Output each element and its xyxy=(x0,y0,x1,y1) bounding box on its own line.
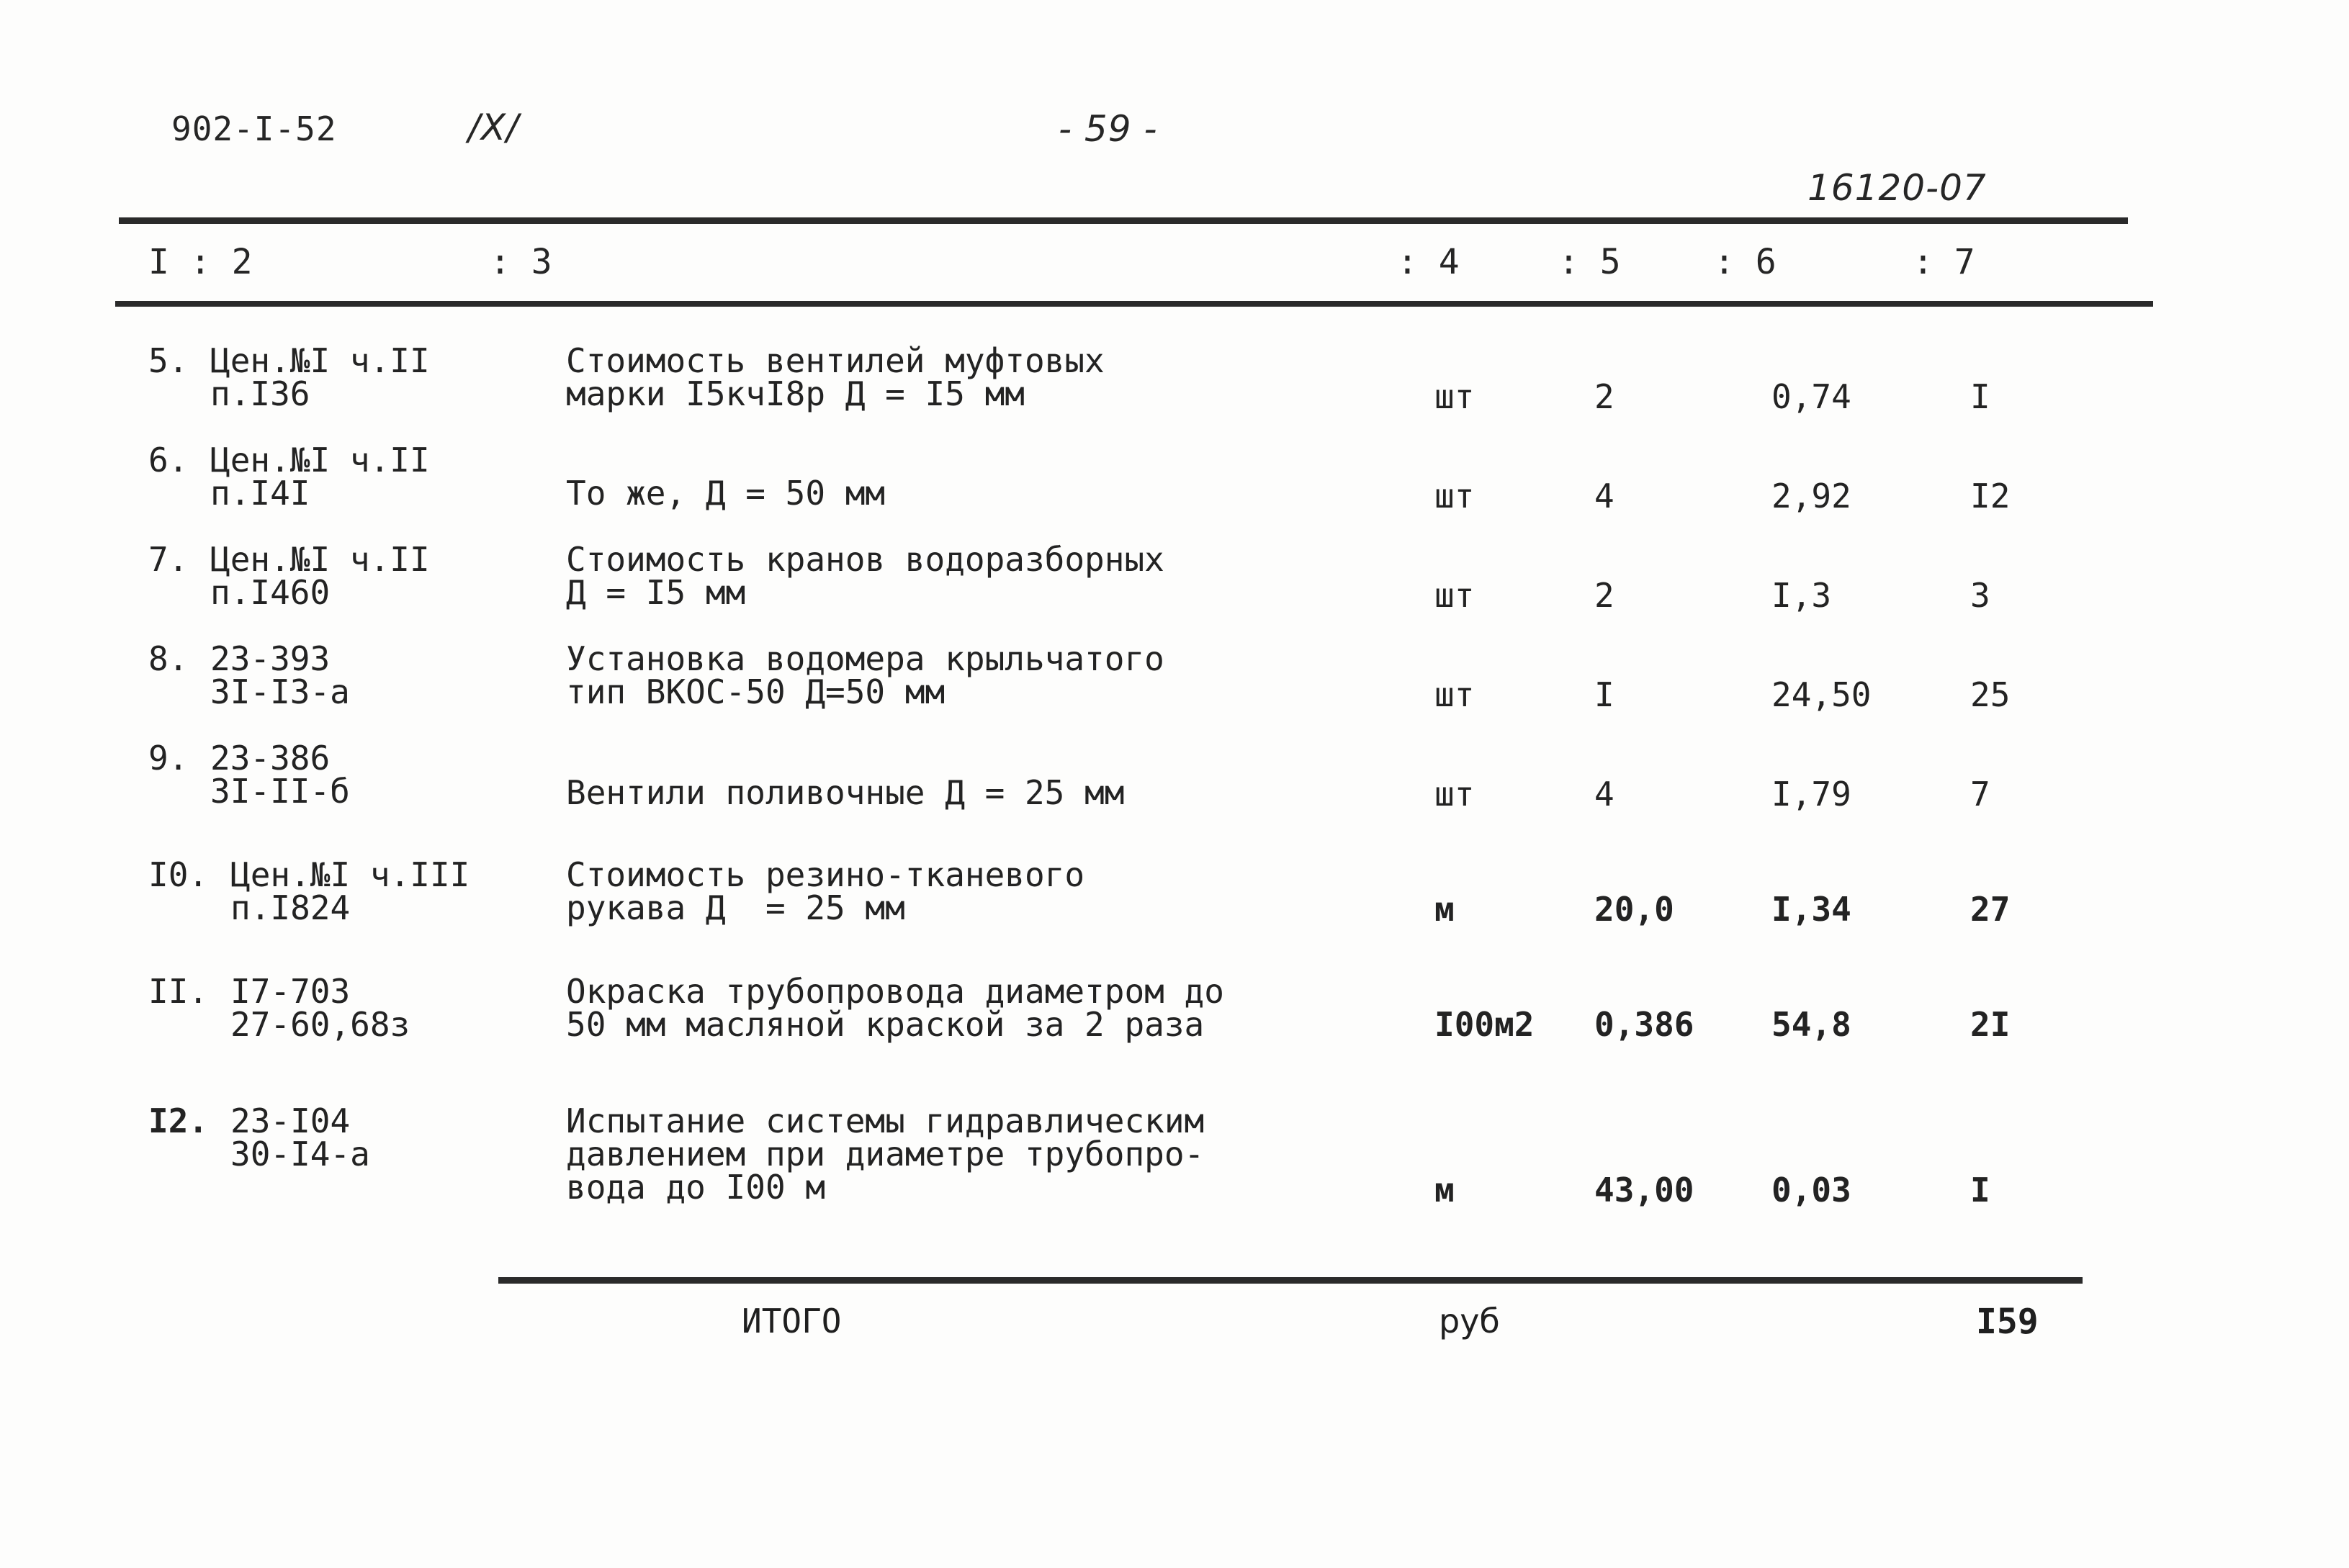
row-quantity: 4 xyxy=(1594,477,1614,515)
page-number: - 59 - xyxy=(1059,108,1158,150)
row-unit: шт xyxy=(1434,675,1475,714)
row-unit: шт xyxy=(1434,477,1475,515)
row-code-line1: Цен.№I ч.II xyxy=(210,441,430,479)
row-name-line2: рукава Д = 25 мм xyxy=(566,888,905,927)
row-code-line2: 27-60,68з xyxy=(230,1005,410,1044)
row-cost: 7 xyxy=(1970,775,1990,814)
row-unit: м xyxy=(1434,1171,1455,1209)
row-name-line2: Вентили поливочные Д = 25 мм xyxy=(566,773,1125,812)
row-quantity: I xyxy=(1594,675,1614,714)
row-price: 54,8 xyxy=(1771,1005,1851,1044)
row-number: 7. xyxy=(148,540,189,579)
row-number: 8. xyxy=(148,639,189,678)
row-number: 9. xyxy=(148,739,189,778)
row-cost: I2 xyxy=(1970,477,2011,515)
row-price: I,34 xyxy=(1771,890,1851,929)
row-name-line1: Окраска трубопровода диаметром до xyxy=(566,972,1224,1011)
row-number: 5. xyxy=(148,341,189,380)
row-code-line1: Цен.№I ч.II xyxy=(210,540,430,579)
row-name-line2: Д = I5 мм xyxy=(566,573,746,612)
row-code-line2: п.I36 xyxy=(210,374,310,413)
row-cost: I xyxy=(1970,1171,1990,1209)
row-code-line1: 23-I04 xyxy=(230,1101,351,1140)
row-code-line1: 23-386 xyxy=(210,739,331,778)
row-name-line2: тип ВКОС-50 Д=50 мм xyxy=(566,672,946,711)
row-code-line2: 3I-II-б xyxy=(210,772,350,811)
row-quantity: 0,386 xyxy=(1594,1005,1694,1044)
row-price: 0,74 xyxy=(1771,377,1851,416)
row-price: I,3 xyxy=(1771,576,1832,615)
document-id-handwritten: 16120-07 xyxy=(1807,167,1987,209)
row-name-line1: Стоимость вентилей муфтовых xyxy=(566,341,1105,380)
row-cost: 3 xyxy=(1970,576,1990,615)
row-quantity: 2 xyxy=(1594,377,1614,416)
row-quantity: 20,0 xyxy=(1594,890,1674,929)
row-unit: I00м2 xyxy=(1434,1005,1535,1044)
document-code: 902-I-52 xyxy=(171,109,337,148)
row-unit: шт xyxy=(1434,576,1475,615)
column-header-6: : 6 xyxy=(1714,242,1777,282)
row-code-line1: Цен.№I ч.III xyxy=(230,855,470,894)
row-name-line2: То же, Д = 50 мм xyxy=(566,474,886,513)
row-code-line2: 3I-I3-а xyxy=(210,672,350,711)
row-price: 0,03 xyxy=(1771,1171,1851,1209)
row-price: 24,50 xyxy=(1771,675,1872,714)
row-cost: 27 xyxy=(1970,890,2011,929)
total-rule xyxy=(498,1277,2083,1284)
column-header-1-2: I : 2 xyxy=(148,242,253,282)
row-name-line1: Стоимость резино-тканевого xyxy=(566,855,1085,894)
row-price: I,79 xyxy=(1771,775,1851,814)
row-code-line2: п.I460 xyxy=(210,573,331,612)
row-name-line3: вода до I00 м xyxy=(566,1168,826,1207)
row-name-line2: марки I5кчI8р Д = I5 мм xyxy=(566,374,1025,413)
row-unit: м xyxy=(1434,890,1455,929)
total-label: ИТОГО xyxy=(742,1302,842,1341)
row-unit: шт xyxy=(1434,775,1475,814)
total-unit: руб xyxy=(1439,1302,1500,1341)
row-cost: 2I xyxy=(1970,1005,2011,1044)
row-quantity: 2 xyxy=(1594,576,1614,615)
row-code-line1: I7-703 xyxy=(230,972,351,1011)
row-quantity: 43,00 xyxy=(1594,1171,1694,1209)
row-cost: I xyxy=(1970,377,1990,416)
row-name-line2: 50 мм масляной краской за 2 раза xyxy=(566,1005,1205,1044)
row-code-line2: 30-I4-а xyxy=(230,1135,370,1173)
row-name-line2: давлением при диаметре трубопро- xyxy=(566,1135,1205,1173)
row-code-line2: п.I4I xyxy=(210,474,310,513)
row-price: 2,92 xyxy=(1771,477,1851,515)
total-value: I59 xyxy=(1976,1302,2039,1342)
column-header-4: : 4 xyxy=(1397,242,1460,282)
table-top-rule xyxy=(119,217,2128,224)
row-number: I2. xyxy=(148,1101,209,1140)
row-cost: 25 xyxy=(1970,675,2011,714)
row-code-line2: п.I824 xyxy=(230,888,351,927)
row-number: I0. xyxy=(148,855,209,894)
row-code-line1: Цен.№I ч.II xyxy=(210,341,430,380)
row-name-line1: Испытание системы гидравлическим xyxy=(566,1101,1205,1140)
row-number: II. xyxy=(148,972,209,1011)
row-quantity: 4 xyxy=(1594,775,1614,814)
row-unit: шт xyxy=(1434,377,1475,416)
document-mark: /X/ xyxy=(468,107,519,148)
column-header-3: : 3 xyxy=(490,242,552,282)
row-name-line1: Установка водомера крыльчатого xyxy=(566,639,1164,678)
column-header-5: : 5 xyxy=(1558,242,1621,282)
column-header-7: : 7 xyxy=(1913,242,1975,282)
row-number: 6. xyxy=(148,441,189,479)
table-header-rule xyxy=(115,301,2153,307)
row-code-line1: 23-393 xyxy=(210,639,331,678)
row-name-line1: Стоимость кранов водоразборных xyxy=(566,540,1164,579)
